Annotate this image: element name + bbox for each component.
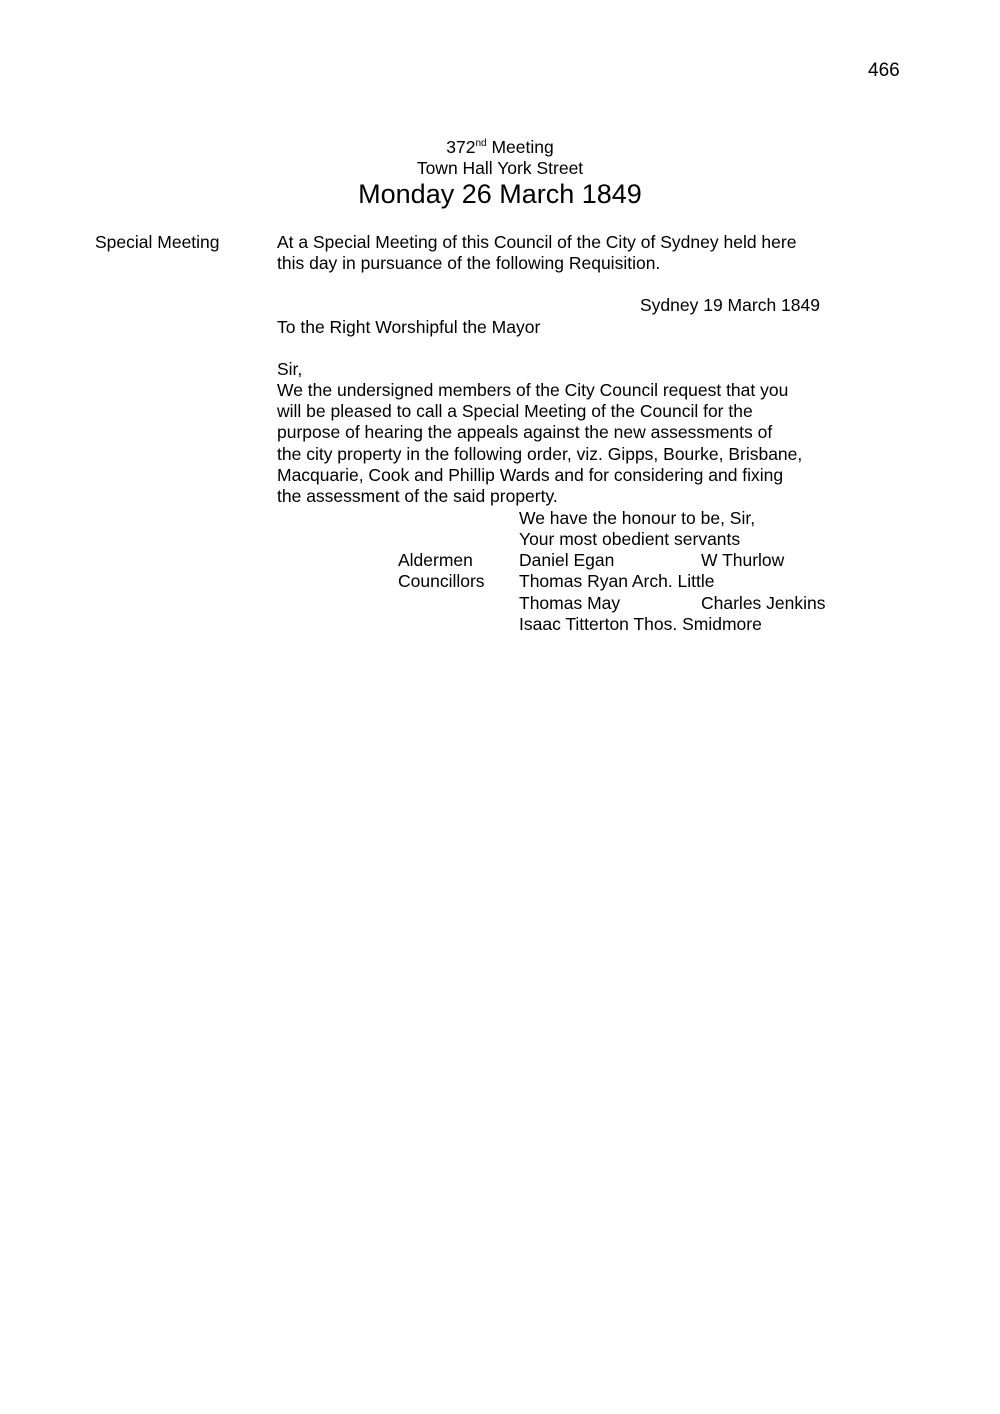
intro-line: At a Special Meeting of this Council of the City of Sydney held here bbox=[277, 232, 797, 252]
signatory-name: Thomas Ryan bbox=[519, 571, 628, 591]
meeting-date: Monday 26 March 1849 bbox=[358, 179, 642, 209]
meeting-number-line bbox=[0, 137, 1000, 158]
letter-closing: We have the honour to be, Sir, bbox=[519, 508, 756, 528]
page-number: 466 bbox=[868, 60, 900, 81]
signatory-name: Daniel Egan bbox=[519, 550, 615, 570]
letter-body-line: the city property in the following order, viz. Gipps, Bourke, Brisbane, bbox=[277, 444, 803, 464]
letter-body-line: We the undersigned members of the City Council request that you bbox=[277, 380, 789, 400]
signatory-name: Thomas May bbox=[519, 593, 621, 613]
signatory-name: Charles Jenkins bbox=[701, 593, 826, 613]
letter-date: Sydney 19 March 1849 bbox=[640, 295, 820, 315]
meeting-word: Meeting bbox=[491, 137, 554, 157]
meeting-number-suffix: nd bbox=[475, 138, 487, 149]
letter-body-line: will be pleased to call a Special Meeting of the Council for the bbox=[277, 401, 753, 421]
aldermen-label: Aldermen bbox=[398, 550, 473, 570]
letter-body-line: Macquarie, Cook and Phillip Wards and for considering and fixing bbox=[277, 465, 784, 485]
meeting-number: 372 bbox=[446, 137, 476, 157]
margin-note: Special Meeting bbox=[95, 232, 220, 252]
letter-closing: Your most obedient servants bbox=[519, 529, 741, 549]
intro-line: this day in pursuance of the following Requisition. bbox=[277, 253, 661, 273]
councillors-label: Councillors bbox=[398, 571, 485, 591]
letter-body-line: the assessment of the said property. bbox=[277, 486, 558, 506]
signatory-name: Thos. Smidmore bbox=[633, 614, 762, 634]
signatory-name: W Thurlow bbox=[701, 550, 785, 570]
meeting-venue: Town Hall York Street bbox=[416, 158, 584, 178]
letter-salutation: Sir, bbox=[277, 359, 303, 379]
signatory-name bbox=[519, 614, 762, 635]
signatory-name bbox=[519, 571, 715, 592]
signatory-name: Arch. Little bbox=[631, 571, 715, 591]
letter-body-line: purpose of hearing the appeals against the new assessments of bbox=[277, 422, 773, 442]
letter-addressee: To the Right Worshipful the Mayor bbox=[277, 317, 541, 337]
signatory-name: Isaac Titterton bbox=[519, 614, 629, 634]
